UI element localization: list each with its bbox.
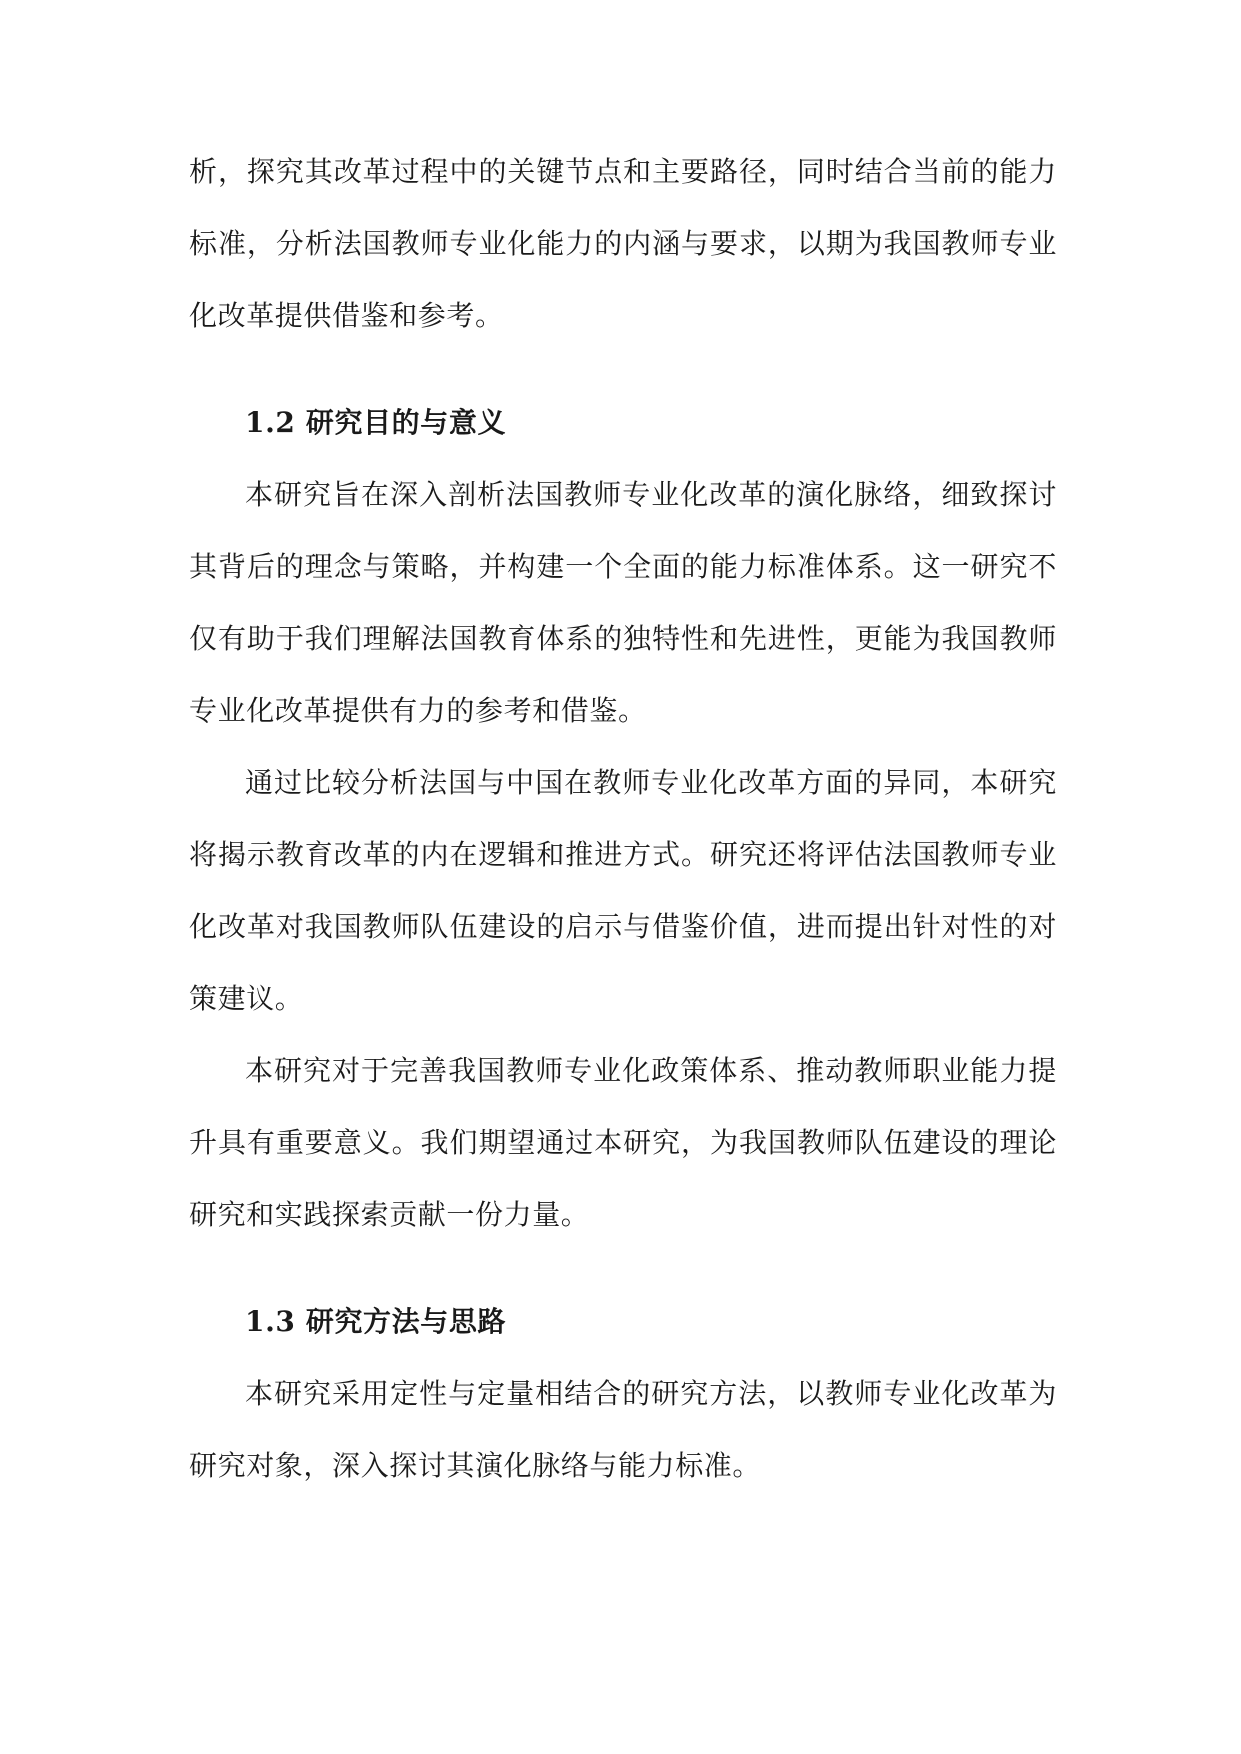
paragraph: 本研究采用定性与定量相结合的研究方法，以教师专业化改革为研究对象，深入探讨其演化脉络与能力标准。 [189, 1377, 1057, 1482]
section-heading-1-3: 1.3 研究方法与思路 [245, 1305, 507, 1338]
section-gap [189, 352, 1057, 387]
section-gap [189, 1251, 1057, 1286]
paragraph: 通过比较分析法国与中国在教师专业化改革方面的异同，本研究将揭示教育改革的内在逻辑和推进方式。研究还将评估法国教师专业化改革对我国教师队伍建设的启示与借鉴价值，进而提出针对性的对策建议。 [189, 766, 1057, 1015]
paragraph: 本研究旨在深入剖析法国教师专业化改革的演化脉络，细致探讨其背后的理念与策略，并构建一个全面的能力标准体系。这一研究不仅有助于我们理解法国教育体系的独特性和先进性，更能为我国教师专业化改革提供有力的参考和借鉴。 [189, 478, 1057, 727]
paragraph-intro-continued: 析，探究其改革过程中的关键节点和主要路径，同时结合当前的能力标准，分析法国教师专业化能力的内涵与要求，以期为我国教师专业化改革提供借鉴和参考。 [189, 155, 1057, 332]
page-body [189, 136, 1057, 1502]
paragraph: 本研究对于完善我国教师专业化政策体系、推动教师职业能力提升具有重要意义。我们期望通过本研究，为我国教师队伍建设的理论研究和实践探索贡献一份力量。 [189, 1054, 1057, 1231]
section-heading-1-2: 1.2 研究目的与意义 [245, 406, 507, 439]
